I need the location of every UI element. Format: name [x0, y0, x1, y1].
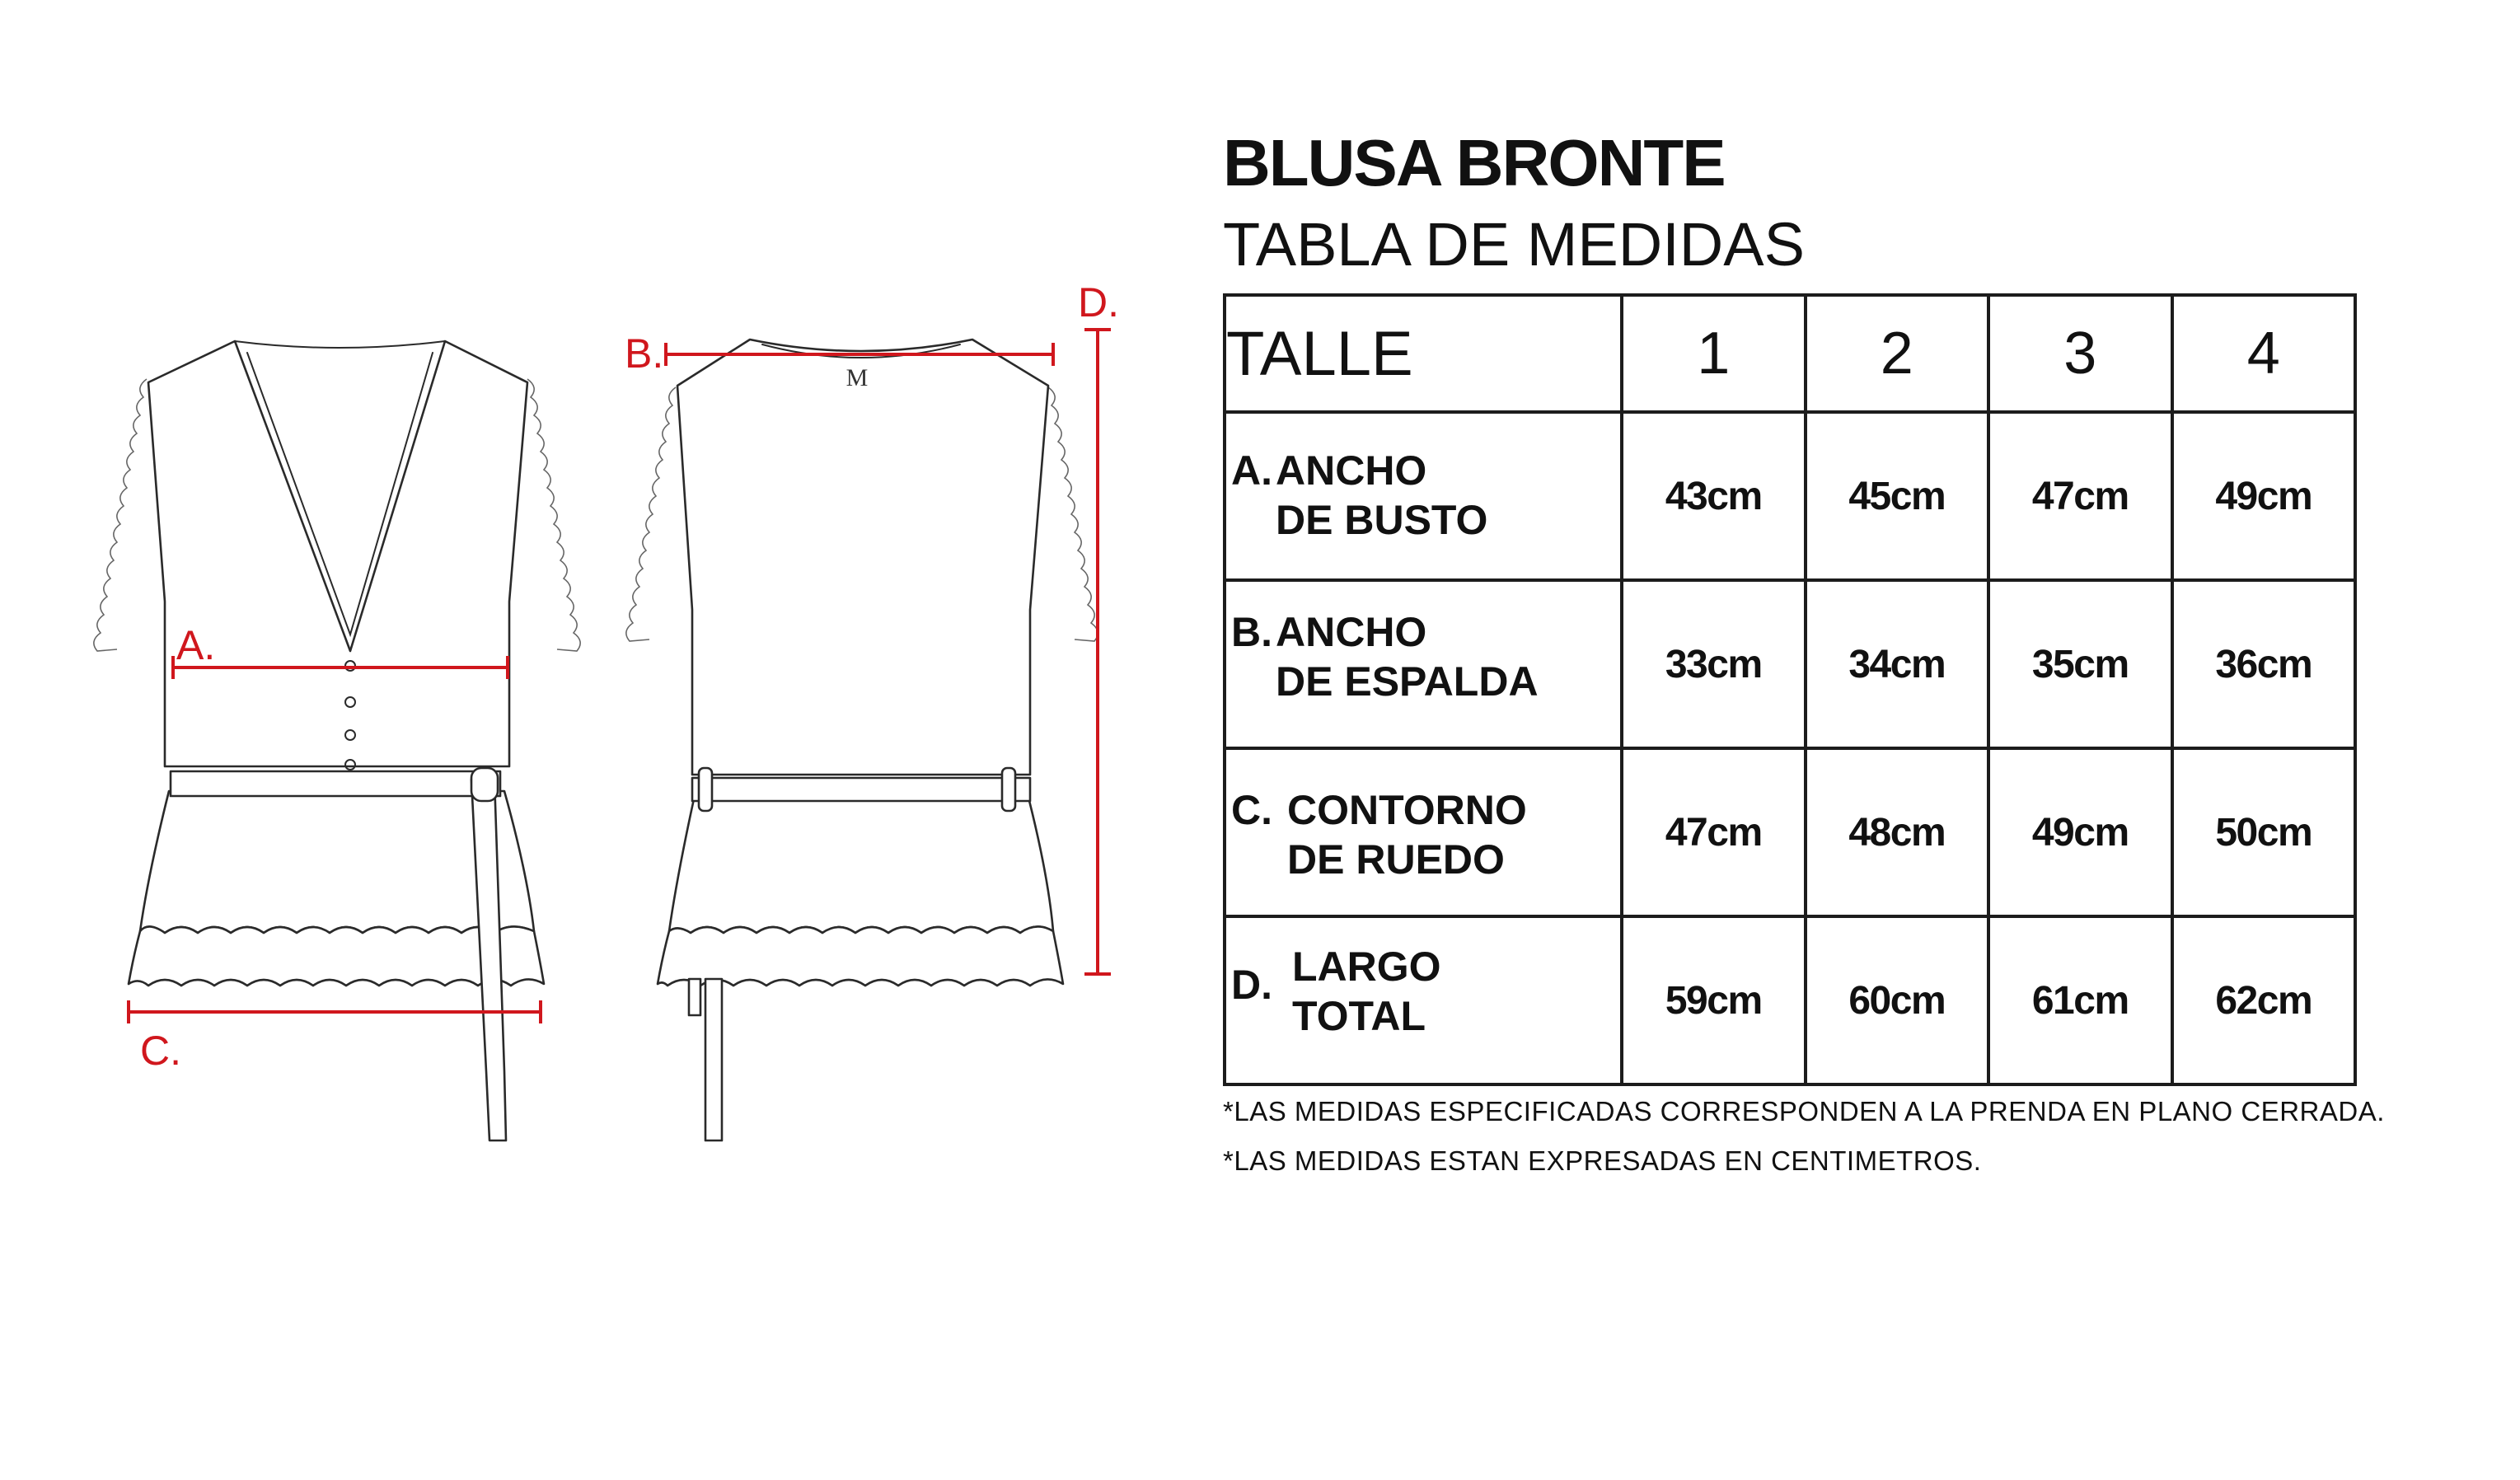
- back-brand-mark: M: [845, 364, 869, 391]
- back-tie-end: [689, 979, 700, 1015]
- front-bodice: [148, 341, 527, 766]
- table-cell: 34cm: [1806, 580, 1989, 748]
- row-letter: A.: [1231, 447, 1272, 494]
- garment-sketches: [0, 0, 1170, 1480]
- row-label-line: LARGO: [1292, 944, 1441, 990]
- table-row-largo-total: [1225, 916, 2355, 1084]
- back-belt: [692, 778, 1030, 801]
- measure-label-c: C.: [140, 1028, 181, 1074]
- back-peplum-bottom: [658, 926, 1063, 986]
- table-cell: 47cm: [1622, 748, 1806, 916]
- front-view-sketch: [94, 341, 580, 1140]
- size-chart-table: [1223, 293, 2357, 1086]
- table-cell: 49cm: [1988, 748, 2172, 916]
- row-letter: C.: [1231, 787, 1272, 833]
- header-size: 1: [1622, 295, 1806, 412]
- front-belt-knot: [471, 768, 498, 801]
- back-bodice: [677, 340, 1048, 775]
- back-tie-end: [705, 979, 722, 1140]
- table-header-row: [1225, 295, 2355, 412]
- measure-label-a: A.: [176, 622, 216, 668]
- row-label: [1225, 580, 1622, 748]
- table-cell: 43cm: [1622, 412, 1806, 580]
- row-label-line: TOTAL: [1292, 993, 1426, 1039]
- table-cell: 61cm: [1988, 916, 2172, 1084]
- table-cell: 59cm: [1622, 916, 1806, 1084]
- row-letter: D.: [1231, 962, 1272, 1008]
- table-cell: 35cm: [1988, 580, 2172, 748]
- measure-label-b: B.: [625, 330, 664, 377]
- header-talle: TALLE: [1225, 295, 1622, 412]
- row-label-line: ANCHO: [1276, 609, 1427, 655]
- table-cell: 36cm: [2172, 580, 2356, 748]
- product-title: BLUSA BRONTE: [1223, 126, 1725, 199]
- header-size: 4: [2172, 295, 2356, 412]
- row-label: [1225, 412, 1622, 580]
- header-size: 3: [1988, 295, 2172, 412]
- back-right-ruffle: [1048, 387, 1098, 641]
- table-row-ancho-busto: [1225, 412, 2355, 580]
- row-label-line: DE ESPALDA: [1276, 658, 1539, 705]
- front-belt: [171, 771, 500, 796]
- back-belt-loop: [1002, 768, 1015, 811]
- table-cell: 50cm: [2172, 748, 2356, 916]
- table-cell: 62cm: [2172, 916, 2356, 1084]
- row-label-line: DE BUSTO: [1276, 497, 1488, 543]
- measure-label-d: D.: [1078, 279, 1119, 326]
- header-size: 2: [1806, 295, 1989, 412]
- front-left-ruffle: [94, 379, 147, 651]
- table-cell: 48cm: [1806, 748, 1989, 916]
- row-label-line: ANCHO: [1276, 447, 1427, 494]
- row-label-line: DE RUEDO: [1287, 836, 1505, 883]
- back-left-ruffle: [626, 387, 676, 641]
- table-row-contorno-ruedo: [1225, 748, 2355, 916]
- table-row-ancho-espalda: [1225, 580, 2355, 748]
- footnote-measurement-basis: *LAS MEDIDAS ESPECIFICADAS CORRESPONDEN A LA PRENDA EN PLANO CERRADA.: [1223, 1096, 2385, 1126]
- footnote-units: *LAS MEDIDAS ESTAN EXPRESADAS EN CENTIMETROS.: [1223, 1145, 1982, 1176]
- table-cell: 60cm: [1806, 916, 1989, 1084]
- front-right-ruffle: [527, 379, 580, 651]
- table-subtitle: TABLA DE MEDIDAS: [1223, 210, 1805, 279]
- row-label-line: CONTORNO: [1287, 787, 1527, 833]
- table-cell: 45cm: [1806, 412, 1989, 580]
- back-view-sketch: [626, 340, 1098, 1140]
- table-cell: 47cm: [1988, 412, 2172, 580]
- row-label: [1225, 748, 1622, 916]
- back-belt-loop: [699, 768, 712, 811]
- back-peplum-top: [669, 788, 1053, 933]
- table-cell: 49cm: [2172, 412, 2356, 580]
- table-cell: 33cm: [1622, 580, 1806, 748]
- row-label: [1225, 916, 1622, 1084]
- row-letter: B.: [1231, 609, 1272, 655]
